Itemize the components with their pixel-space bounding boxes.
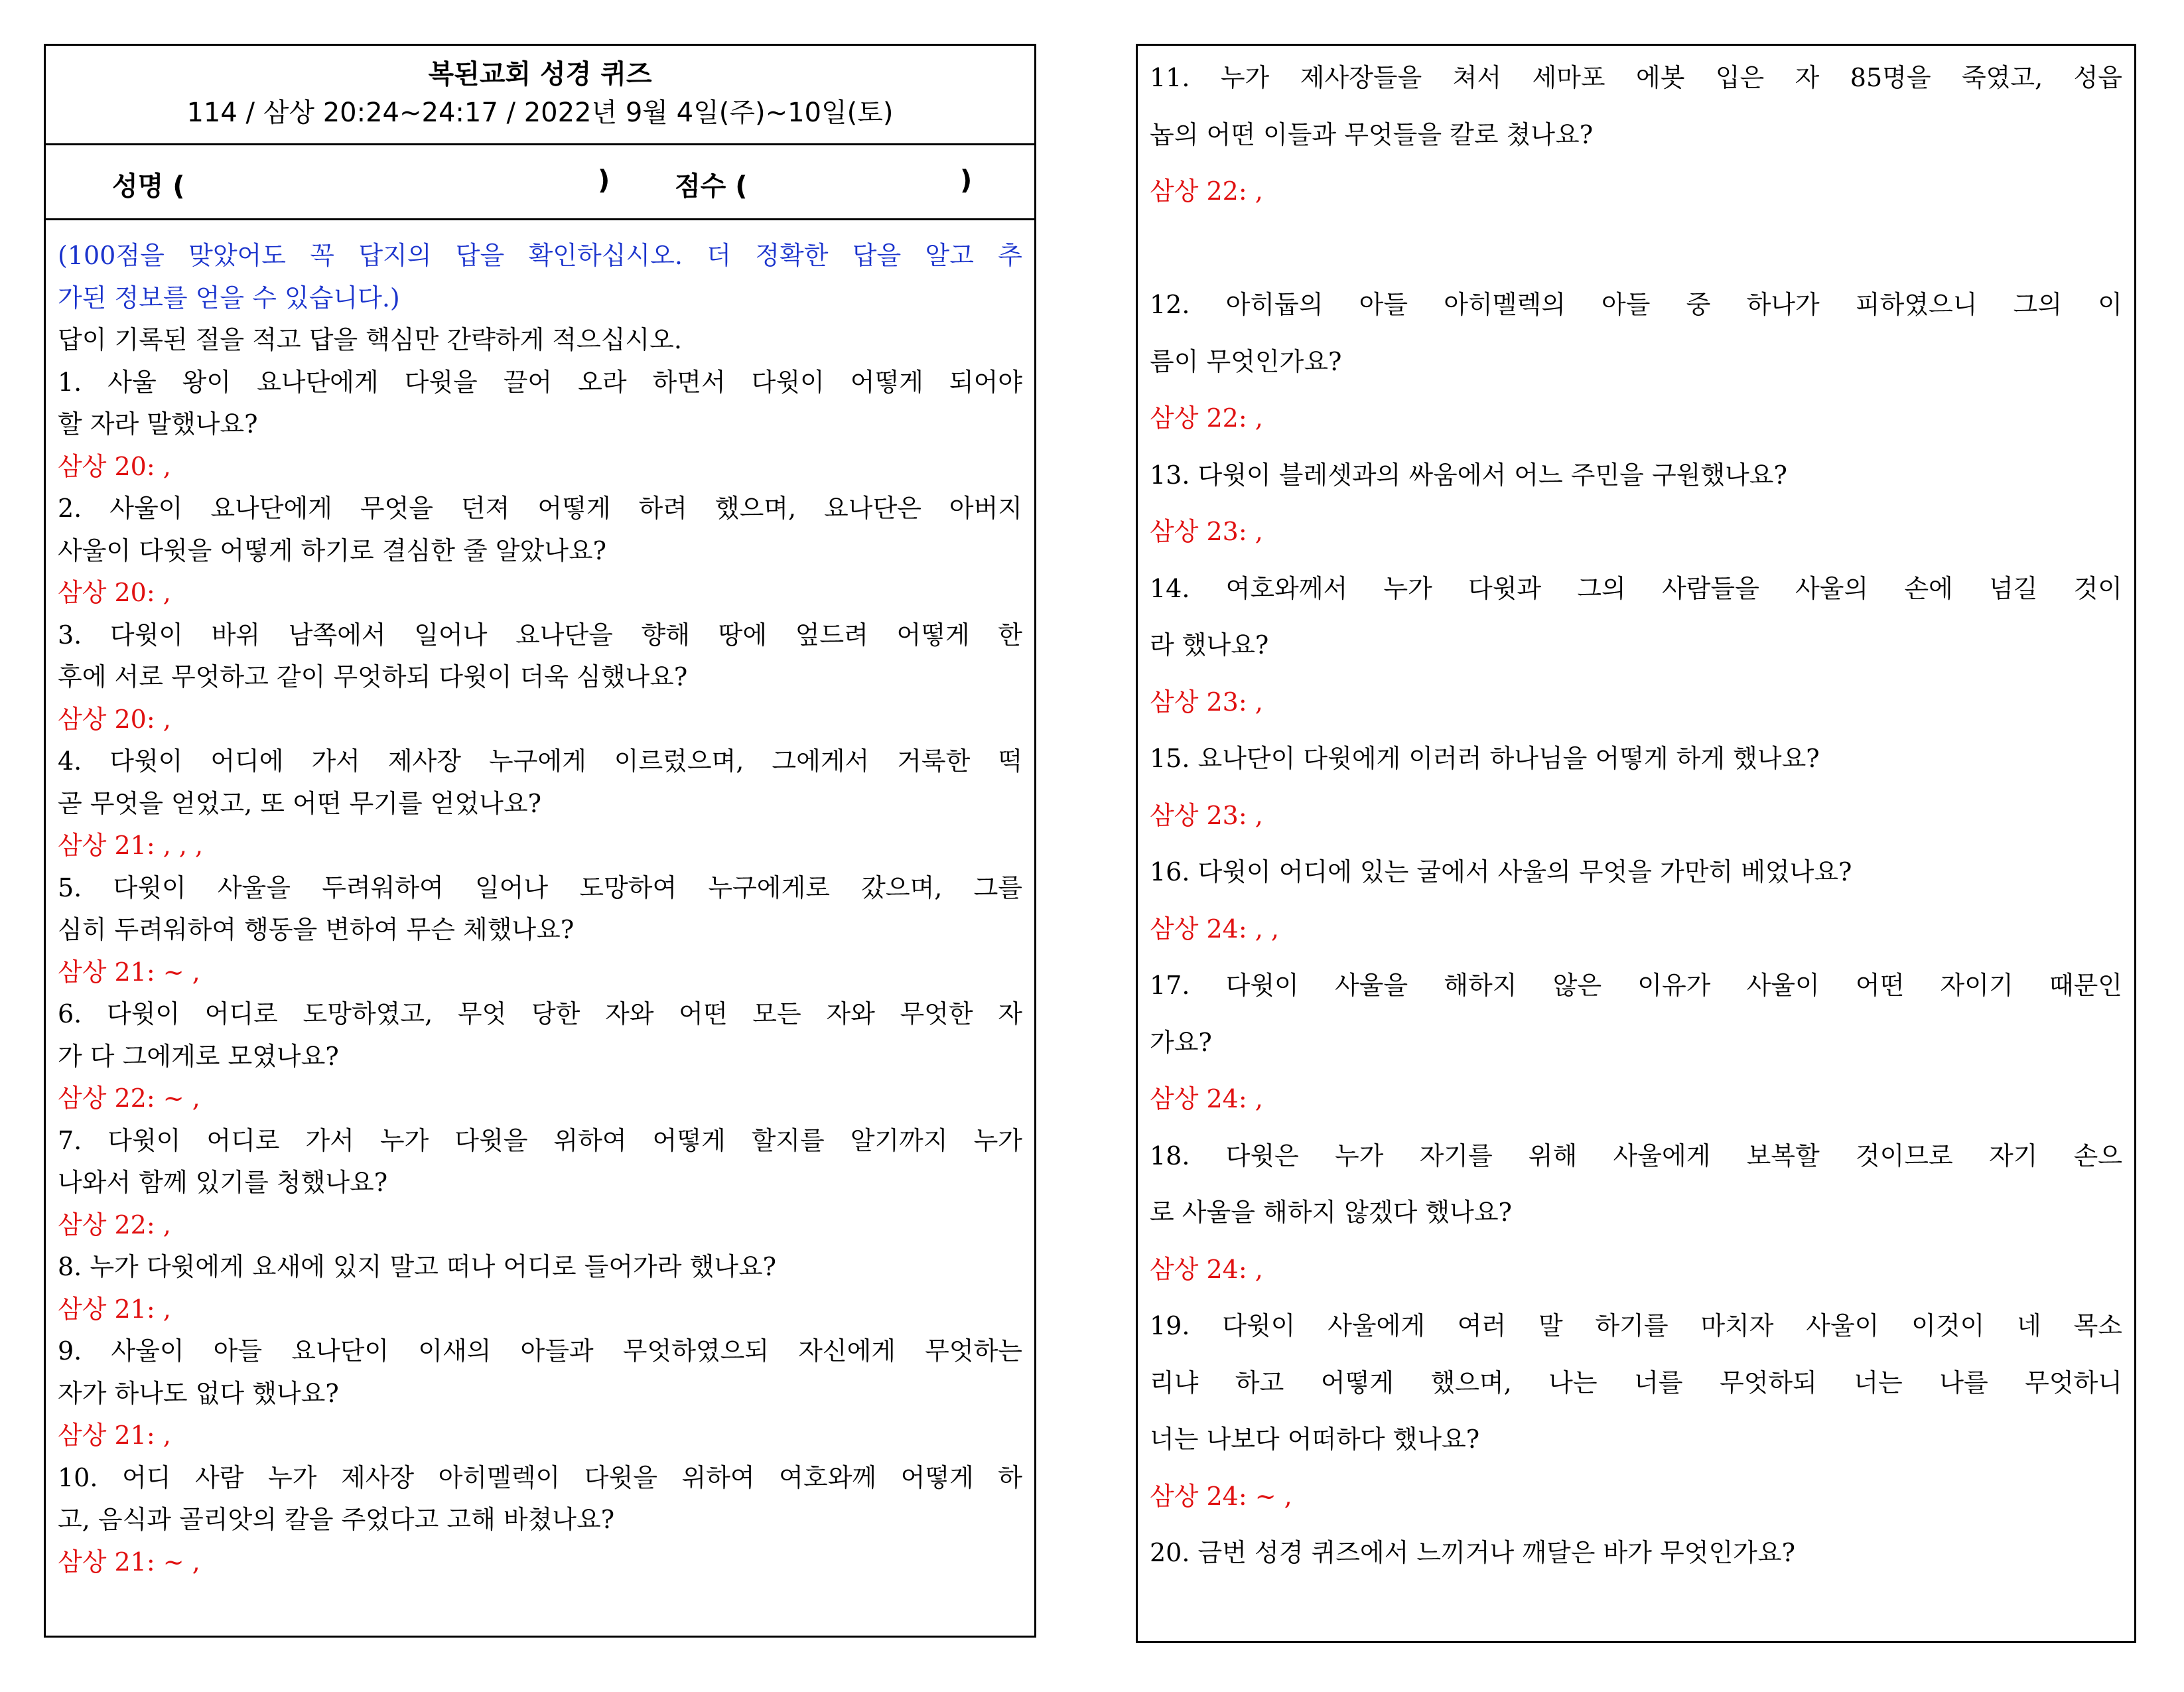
right-quiz-panel [1136, 44, 2136, 1643]
answer-line: 삼상 20: , [58, 451, 171, 481]
question-line: 18. 다윗은 누가 자기를 위해 사울에게 보복할 것이므로 자기 손으 [1150, 1141, 2122, 1170]
score-close: ) [960, 165, 973, 196]
question-line: 4. 다윗이 어디에 가서 제사장 누구에게 이르렀으며, 그에게서 거룩한 떡 [58, 746, 1022, 776]
name-label: 성명 ( [112, 171, 185, 202]
answer-line: 삼상 21: , [58, 1421, 171, 1450]
question-line: 20. 금번 성경 퀴즈에서 느끼거나 깨달은 바가 무엇인가요? [1150, 1538, 1795, 1567]
question-line: 3. 다윗이 바위 남쪽에서 일어나 요나단을 향해 땅에 엎드려 어떻게 한 [58, 620, 1022, 650]
question-line: 너는 나보다 어떠하다 했나요? [1150, 1425, 1480, 1454]
right-question-list [1138, 46, 2134, 1582]
question-line: 할 자라 말했나요? [58, 409, 258, 439]
answer-line: 삼상 20: , [58, 704, 171, 734]
answer-line: 삼상 22: , [1150, 403, 1263, 433]
answer-line: 삼상 22: , [58, 1210, 171, 1239]
question-line: 13. 다윗이 블레셋과의 싸움에서 어느 주민을 구원했나요? [1150, 460, 1787, 490]
answer-line: 삼상 21: , [58, 1294, 171, 1324]
answer-line: 삼상 24: , [1150, 1254, 1263, 1284]
question-line: 답이 기록된 절을 적고 답을 핵심만 간략하게 적으십시오. [58, 325, 682, 354]
question-line: 라 했나요? [1150, 630, 1269, 660]
question-line: 19. 다윗이 사울에게 여러 말 하기를 마치자 사울이 이것이 네 목소 [1150, 1311, 2122, 1340]
note-line: 가된 정보를 얻을 수 있습니다.) [58, 283, 400, 313]
question-line: 로 사울을 해하지 않겠다 했나요? [1150, 1198, 1512, 1227]
question-line: 9. 사울이 아들 요나단이 이새의 아들과 무엇하였으되 자신에게 무엇하는 [58, 1336, 1022, 1366]
answer-line: 삼상 22: ~ , [58, 1084, 200, 1113]
answer-line: 삼상 23: , [1150, 800, 1263, 830]
question-line: 11. 누가 제사장들을 쳐서 세마포 에봇 입은 자 85명을 죽였고, 성읍 [1150, 63, 2122, 92]
answer-line: 삼상 23: , [1150, 517, 1263, 546]
question-line: 자가 하나도 없다 했나요? [58, 1378, 339, 1408]
answer-line: 삼상 21: ~ , [58, 1547, 200, 1577]
question-line: 가 다 그에게로 모였나요? [58, 1041, 339, 1071]
question-line: 12. 아히둡의 아들 아히멜렉의 아들 중 하나가 피하였으니 그의 이 [1150, 290, 2122, 319]
question-line: 1. 사울 왕이 요나단에게 다윗을 끌어 오라 하면서 다윗이 어떻게 되어야 [58, 367, 1022, 397]
name-score-row [46, 145, 1034, 220]
question-line: 곧 무엇을 얻었고, 또 어떤 무기를 얻었나요? [58, 788, 541, 818]
answer-line: 삼상 24: , , [1150, 914, 1279, 944]
question-line: 름이 무엇인가요? [1150, 346, 1342, 376]
quiz-title: 복된교회 성경 퀴즈 [428, 59, 652, 90]
question-line: 놉의 어떤 이들과 무엇들을 칼로 쳤나요? [1150, 119, 1594, 149]
score-label: 점수 ( [675, 171, 748, 202]
question-line: 6. 다윗이 어디로 도망하였고, 무엇 당한 자와 어떤 모든 자와 무엇한 자 [58, 999, 1022, 1028]
answer-line: 삼상 24: , [1150, 1084, 1263, 1113]
question-line: 8. 누가 다윗에게 요새에 있지 말고 떠나 어디로 들어가라 했나요? [58, 1252, 777, 1281]
question-line: 5. 다윗이 사울을 두려워하여 일어나 도망하여 누구에게로 갔으며, 그를 [58, 873, 1022, 902]
question-line: 17. 다윗이 사울을 해하지 않은 이유가 사울이 어떤 자이기 때문인 [1150, 971, 2122, 1000]
answer-line: 삼상 21: ~ , [58, 957, 200, 987]
answer-line: 삼상 21: , , , [58, 831, 204, 860]
question-line: 15. 요나단이 다윗에게 이러러 하나님을 어떻게 하게 했나요? [1150, 744, 1820, 773]
answer-line: 삼상 23: , [1150, 687, 1263, 717]
question-line: 고, 음식과 골리앗의 칼을 주었다고 고해 바쳤나요? [58, 1505, 615, 1534]
name-close: ) [598, 165, 610, 196]
left-question-list [46, 220, 1034, 1583]
question-line: 사울이 다윗을 어떻게 하기로 결심한 줄 알았나요? [58, 535, 607, 565]
question-line: 7. 다윗이 어디로 가서 누가 다윗을 위하여 어떻게 할지를 알기까지 누가 [58, 1125, 1022, 1155]
question-line: 16. 다윗이 어디에 있는 굴에서 사울의 무엇을 가만히 베었나요? [1150, 857, 1852, 886]
question-line: 심히 두려워하여 행동을 변하여 무슨 체했나요? [58, 915, 575, 944]
question-line: 10. 어디 사람 누가 제사장 아히멜렉이 다윗을 위하여 여호와께 어떻게 하 [58, 1462, 1022, 1492]
answer-line: 삼상 22: , [1150, 176, 1263, 206]
answer-line: 삼상 20: , [58, 578, 171, 607]
question-line: 리냐 하고 어떻게 했으며, 나는 너를 무엇하되 너는 나를 무엇하니 [1150, 1368, 2122, 1397]
question-line: 2. 사울이 요나단에게 무엇을 던져 어떻게 하려 했으며, 요나단은 아버지 [58, 494, 1022, 523]
question-line: 나와서 함께 있기를 청했나요? [58, 1168, 388, 1197]
quiz-subtitle: 114 / 삼상 20:24~24:17 / 2022년 9월 4일(주)~10일(토) [186, 98, 894, 128]
question-line: 14. 여호와께서 누가 다윗과 그의 사람들을 사울의 손에 넘길 것이 [1150, 573, 2122, 603]
answer-line: 삼상 24: ~ , [1150, 1481, 1292, 1511]
quiz-header [46, 46, 1034, 145]
blank-line [1150, 220, 2122, 277]
left-quiz-panel [44, 44, 1036, 1638]
note-line: (100점을 맞았어도 꼭 답지의 답을 확인하십시오. 더 정확한 답을 알고 추 [58, 241, 1022, 270]
question-line: 가요? [1150, 1027, 1212, 1057]
question-line: 후에 서로 무엇하고 같이 무엇하되 다윗이 더욱 심했나요? [58, 662, 688, 691]
